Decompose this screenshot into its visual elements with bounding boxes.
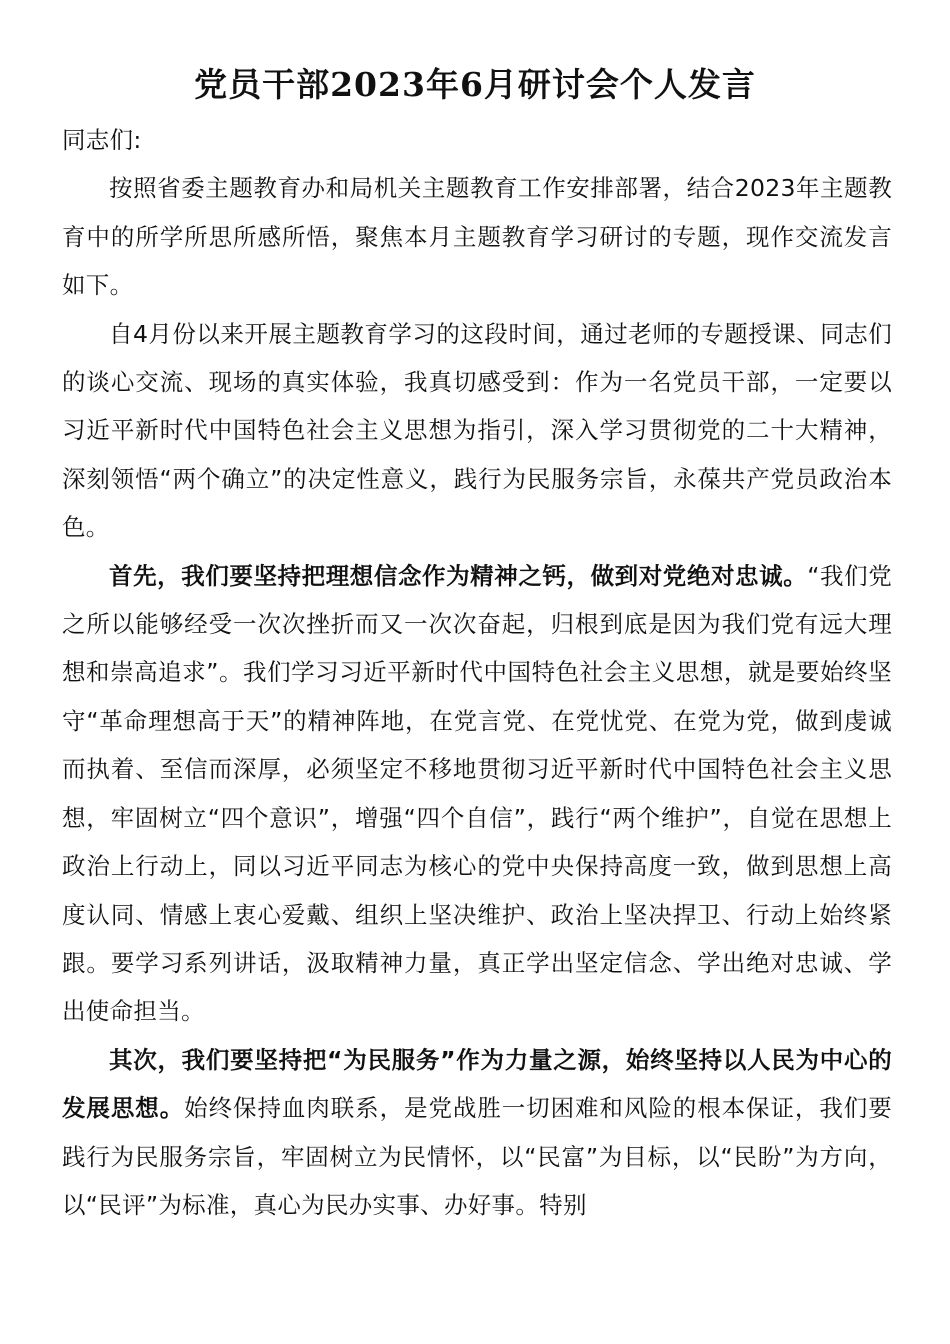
paragraph-3: [62, 552, 892, 1036]
paragraph-4: [62, 1036, 892, 1230]
document-title: 党员干部2023年6月研讨会个人发言: [194, 65, 756, 104]
paragraph-3-text: “我们党之所以能够经受一次次挫折而又一次次奋起，归根到底是因为我们党有远大理想和崇高追求”。我们学习习近平新时代中国特色社会主义思想，就是要始终坚守“革命理想高于天”的精神阵地，在党言党、在党忧党、在党为党，做到虔诚而执着、至信而深厚，必须坚定不移地贯彻习近平新时代中国特色社会主义思想，牢固树立“四个意识”，增强“四个自信”，践行“两个维护”，自觉在思想上政治上行动上，同以习近平同志为核心的党中央保持高度一致，做到思想上高度认同、情感上衷心爱戴、组织上坚决维护、政治上坚决捍卫、行动上始终紧跟。要学习系列讲话，汲取精神力量，真正学出坚定信念、学出绝对忠诚、学出使命担当。: [62, 561, 893, 1026]
document-body: [62, 116, 892, 1229]
paragraph-4-bold-lead: 其次，我们要坚持把“为民服务”作为力量之源，始终坚持以人民为中心的发展思想。: [62, 1045, 892, 1123]
paragraph-1: [62, 164, 892, 309]
paragraph-1-text: 按照省委主题教育办和局机关主题教育工作安排部署，结合2023年主题教育中的所学所思所感所悟，聚焦本月主题教育学习研讨的专题，现作交流发言如下。: [62, 174, 892, 300]
paragraph-2: [62, 310, 892, 552]
salutation: 同志们:: [62, 126, 142, 154]
paragraph-2-text: 自4月份以来开展主题教育学习的这段时间，通过老师的专题授课、同志们的谈心交流、现场的真实体验，我真切感受到：作为一名党员干部，一定要以习近平新时代中国特色社会主义思想为指引，深入学习贯彻党的二十大精神，深刻领悟“两个确立”的决定性意义，践行为民服务宗旨，永葆共产党员政治本色。: [62, 319, 892, 542]
paragraph-4-text: 始终保持血肉联系，是党战胜一切困难和风险的根本保证，我们要践行为民服务宗旨，牢固树立为民情怀，以“民富”为目标，以“民盼”为方向，以“民评”为标准，真心为民办实事、办好事。特别: [62, 1094, 893, 1219]
paragraph-3-bold-lead: 首先，我们要坚持把理想信念作为精神之钙，做到对党绝对忠诚。: [109, 561, 808, 590]
